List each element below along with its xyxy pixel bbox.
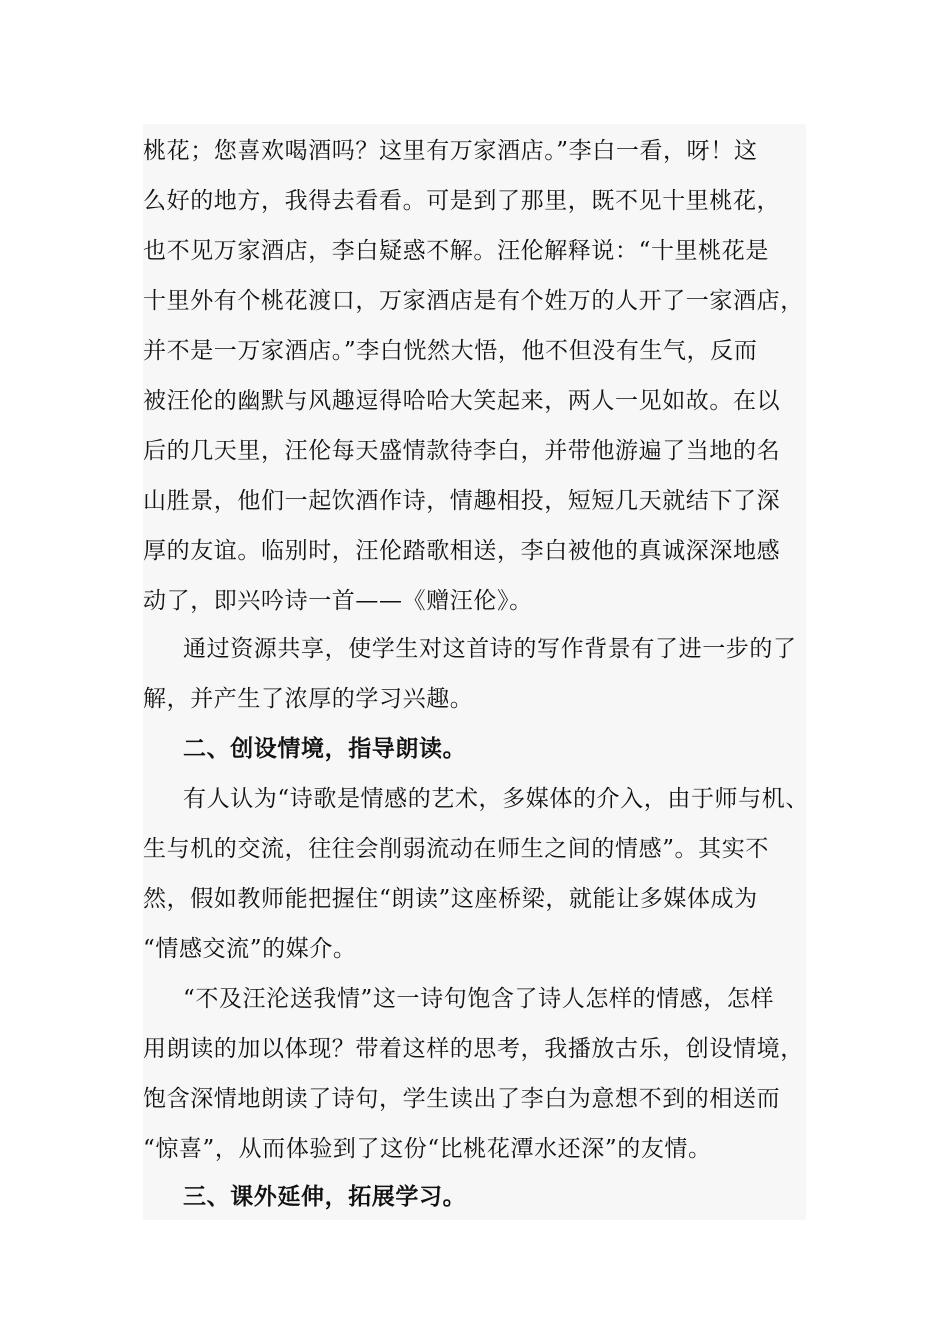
paragraph-line: 动了，即兴吟诗一首——《赠汪伦》。	[143, 588, 533, 614]
paragraph-line: 也不见万家酒店，李白疑惑不解。汪伦解释说：“十里桃花是	[143, 238, 769, 264]
paragraph-line: 饱含深情地朗读了诗句，学生读出了李白为意想不到的相送而	[143, 1086, 781, 1112]
paragraph-line: 十里外有个桃花渡口，万家酒店是有个姓万的人开了一家酒店，	[143, 288, 804, 314]
paragraph-line: 后的几天里，汪伦每天盛情款待李白，并带他游遍了当地的名	[143, 438, 781, 464]
paragraph-line: 解，并产生了浓厚的学习兴趣。	[143, 686, 474, 712]
paragraph-line: 么好的地方，我得去看看。可是到了那里，既不见十里桃花，	[143, 188, 781, 214]
paragraph-line: 用朗读的加以体现？带着这样的思考，我播放古乐，创设情境，	[143, 1036, 804, 1062]
paragraph-line: “情感交流”的媒介。	[143, 936, 357, 962]
paragraph-line: “惊喜”，从而体验到了这份“比桃花潭水还深”的友情。	[143, 1136, 712, 1162]
paragraph-line: 桃花；您喜欢喝酒吗？这里有万家酒店。”李白一看，呀！这	[143, 138, 758, 164]
paragraph-line: 山胜景，他们一起饮酒作诗，情趣相投，短短几天就结下了深	[143, 488, 781, 514]
paragraph-line: 生与机的交流，往往会削弱流动在师生之间的情感”。其实不	[143, 836, 769, 862]
paragraph-line: 有人认为“诗歌是情感的艺术，多媒体的介入，由于师与机、	[183, 786, 809, 812]
section-heading: 三、课外延伸，拓展学习。	[183, 1183, 467, 1210]
paragraph-line: 厚的友谊。临别时，汪伦踏歌相送，李白被他的真诚深深地感	[143, 538, 781, 564]
paragraph-line: “不及汪沦送我情”这一诗句饱含了诗人怎样的情感，怎样	[183, 986, 775, 1012]
paragraph-line: 并不是一万家酒店。”李白恍然大悟，他不但没有生气，反而	[143, 338, 758, 364]
section-heading: 二、创设情境，指导朗读。	[183, 735, 467, 762]
paragraph-line: 通过资源共享，使学生对这首诗的写作背景有了进一步的了	[183, 636, 797, 662]
paragraph-line: 被汪伦的幽默与风趣逗得哈哈大笑起来，两人一见如故。在以	[143, 388, 781, 414]
paragraph-line: 然，假如教师能把握住“朗读”这座桥梁，就能让多媒体成为	[143, 886, 758, 912]
